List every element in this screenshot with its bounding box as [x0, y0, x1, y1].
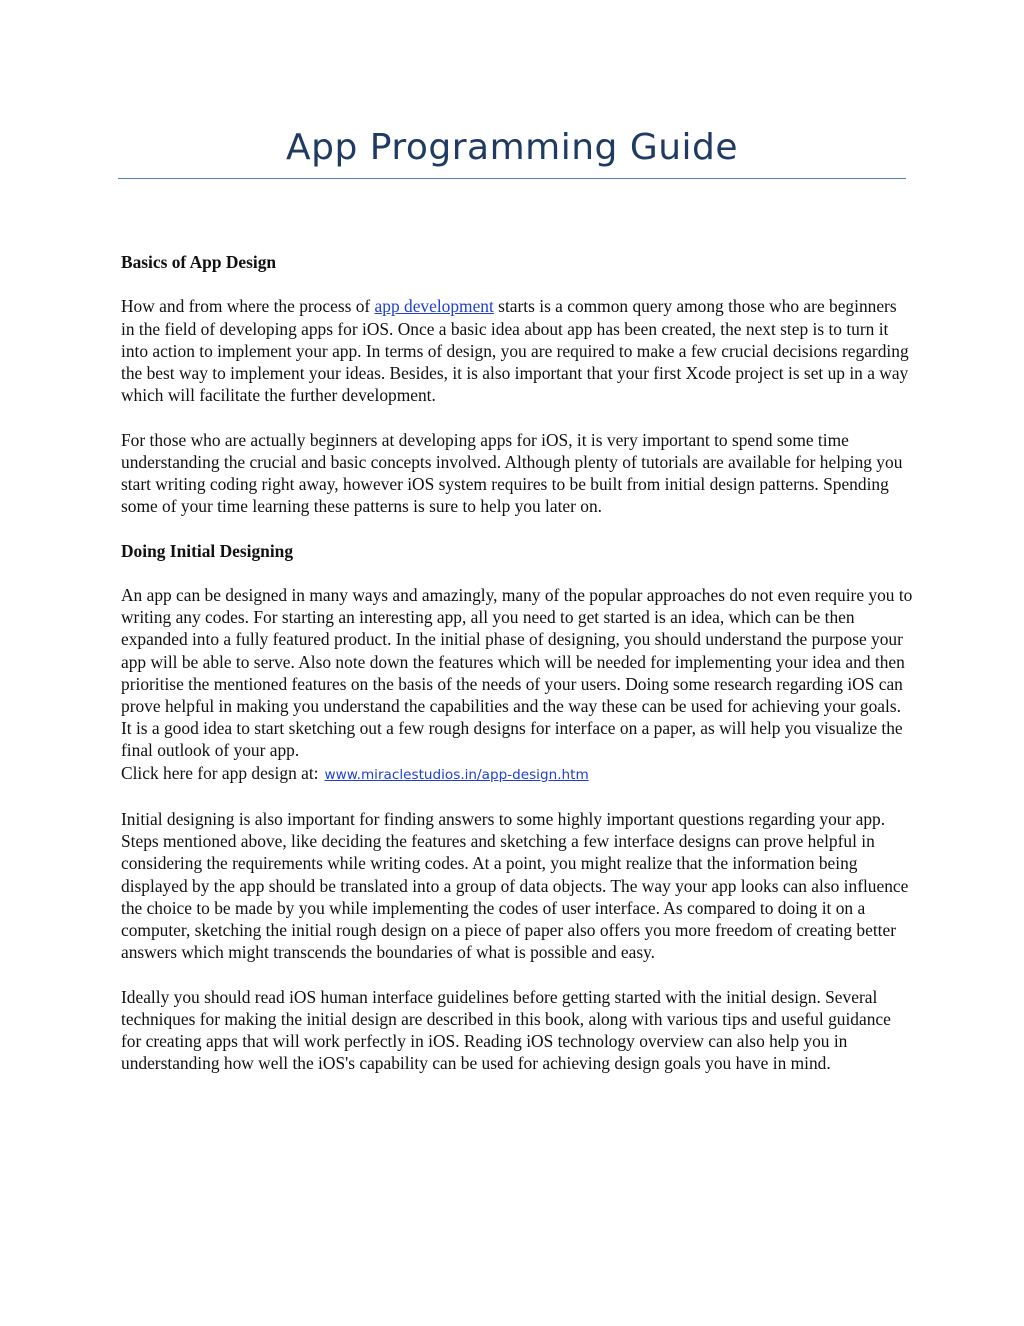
document-body [121, 251, 913, 1097]
app-design-link-line [121, 762, 913, 786]
paragraph-basics-2: For those who are actually beginners at developing apps for iOS, it is very important to spend some time understanding the crucial and basic concepts involved. Although plenty of tutorials are available for helping you start writing coding right away, however iOS system requires to be built from initial design patterns. Spending some of your time learning these patterns is sure to help you later on. [121, 429, 903, 517]
section-heading-basics: Basics of App Design [121, 252, 277, 272]
app-design-link-label: Click here for app design at: [121, 762, 319, 783]
paragraph-basics-1 [121, 295, 913, 406]
title-underline-divider [118, 178, 906, 179]
app-development-link[interactable]: app development [374, 296, 494, 317]
paragraph-text: How and from where the process of [121, 296, 375, 317]
paragraph-initial-1: An app can be designed in many ways and amazingly, many of the popular approaches do not even require you to writing any codes. For starting an interesting app, all you need to get started is an idea, which can be then expanded into a fully featured product. In the initial phase of designing, you should understand the purpose your app will be able to serve. Also note down the features which will be needed for implementing your idea and then prioritise the mentioned features on the basis of the needs of your users. Doing some research regarding iOS can prove helpful in making you understand the capabilities and the way these can be used for achieving your goals. It is a good idea to start sketching out a few rough designs for interface on a paper, as will help you visualize the final outlook of your app. [121, 584, 913, 761]
app-design-url-link[interactable]: www.miraclestudios.in/app-design.htm [324, 766, 589, 783]
paragraph-initial-3: Ideally you should read iOS human interface guidelines before getting started with the initial design. Several techniques for making the initial design are described in this book, along with various tips and useful guidance for creating apps that will work perfectly in iOS. Reading iOS technology overview can also help you in understanding how well the iOS's capability can be used for achieving design goals you have in mind. [121, 986, 891, 1074]
paragraph-initial-2: Initial designing is also important for finding answers to some highly important questions regarding your app. Steps mentioned above, like deciding the features and sketching a few interface designs can prove helpful in considering the requirements while writing codes. At a point, you might realize that the information being displayed by the app should be translated into a group of data objects. The way your app looks can also influence the choice to be made by you while implementing the codes of user interface. As compared to doing it on a computer, sketching the initial rough design on a piece of paper also offers you more freedom of creating better answers which might transcends the boundaries of what is possible and easy. [121, 809, 909, 963]
section-heading-initial-designing: Doing Initial Designing [121, 540, 294, 561]
page-title: App Programming Guide [285, 127, 739, 168]
paragraph-text: starts is a common query among those who are beginners in the field of developing apps for iOS. Once a basic idea about app has been created, the next step is to turn it into action to implement your app. In terms of design, you are required to make a few crucial decisions regarding the best way to implement your ideas. Besides, it is also important that your first Xcode project is set up in a way which will facilitate the further development. [121, 296, 909, 406]
